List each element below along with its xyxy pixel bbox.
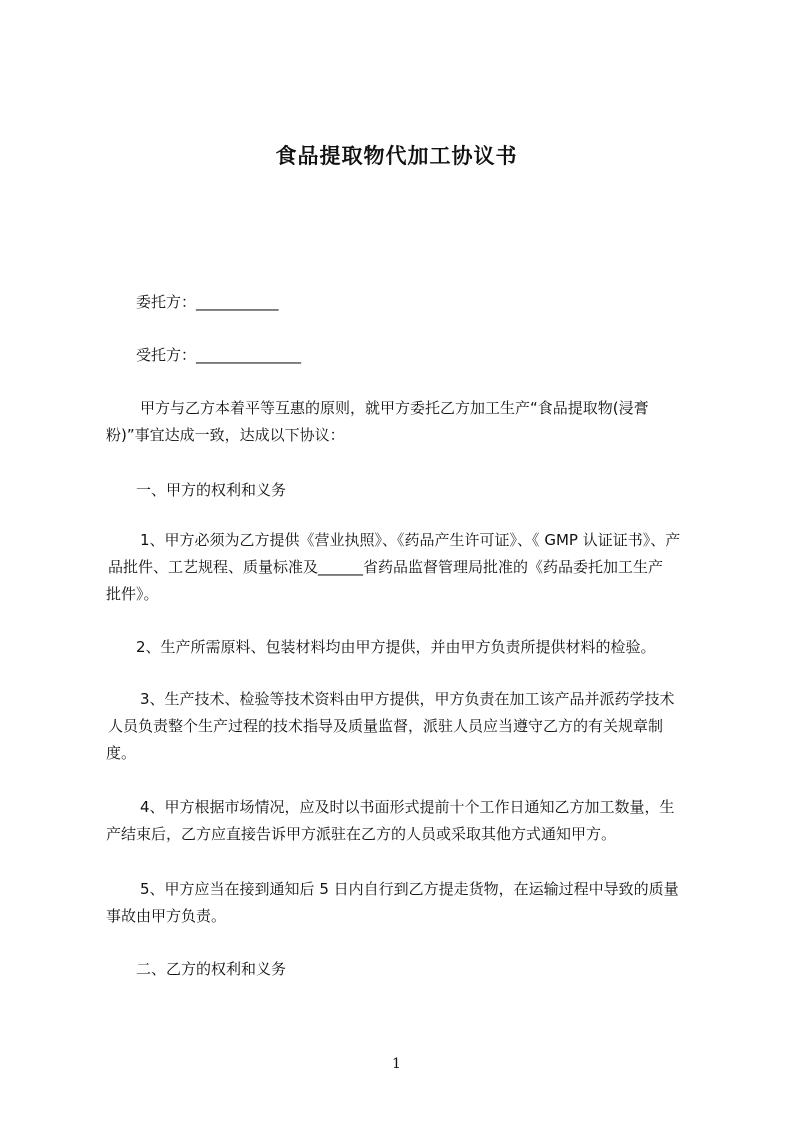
- intro-paragraph: [106, 395, 710, 449]
- clause-4: [106, 794, 710, 848]
- document-title: 食品提取物代加工协议书: [275, 144, 518, 168]
- clause-5-line-1: 5、甲方应当在接到通知后 5 日内自行到乙方提走货物，在运输过程中导致的质量: [140, 880, 679, 898]
- clause-1-line-3: 批件》。: [106, 585, 159, 603]
- page-number: 1: [392, 1056, 401, 1072]
- clause-5: [106, 876, 710, 930]
- client-field: 委托方：___________: [136, 293, 279, 311]
- clause-2-line-1: 2、生产所需原料、包装材料均由甲方提供，并由甲方负责所提供材料的检验。: [136, 638, 656, 656]
- contractor-field: 受托方：______________: [136, 346, 302, 364]
- clause-1-line-1: 1、甲方必须为乙方提供《营业执照》、《药品产生许可证》、《 GMP 认证证书》、产: [140, 531, 681, 549]
- section-2-heading: 二、乙方的权利和义务: [136, 960, 287, 978]
- clause-1-line-2: 品批件、工艺规程、质量标准及______省药品监督管理局批准的《药品委托加工生产: [108, 558, 664, 576]
- clause-3: [106, 686, 710, 767]
- clause-1: [106, 527, 710, 608]
- clause-5-line-2: 事故由甲方负责。: [106, 907, 227, 925]
- clause-3-line-3: 度。: [106, 744, 137, 762]
- section-1-heading: 一、甲方的权利和义务: [136, 481, 287, 499]
- clause-3-line-2: 人员负责整个生产过程的技术指导及质量监督，派驻人员应当遵守乙方的有关规章制: [108, 717, 664, 735]
- intro-line-1: 甲方与乙方本着平等互惠的原则，就甲方委托乙方加工生产“食品提取物(浸膏: [140, 399, 649, 417]
- clause-3-line-1: 3、生产技术、检验等技术资料由甲方提供，甲方负责在加工该产品并派药学技术: [140, 690, 675, 708]
- intro-line-2: 粉)”事宜达成一致，达成以下协议：: [106, 426, 345, 444]
- clause-4-line-2: 产结束后，乙方应直接告诉甲方派驻在乙方的人员或采取其他方式通知甲方。: [106, 825, 617, 843]
- clause-2: [106, 634, 710, 661]
- clause-4-line-1: 4、甲方根据市场情况，应及时以书面形式提前十个工作日通知乙方加工数量，生: [140, 798, 675, 816]
